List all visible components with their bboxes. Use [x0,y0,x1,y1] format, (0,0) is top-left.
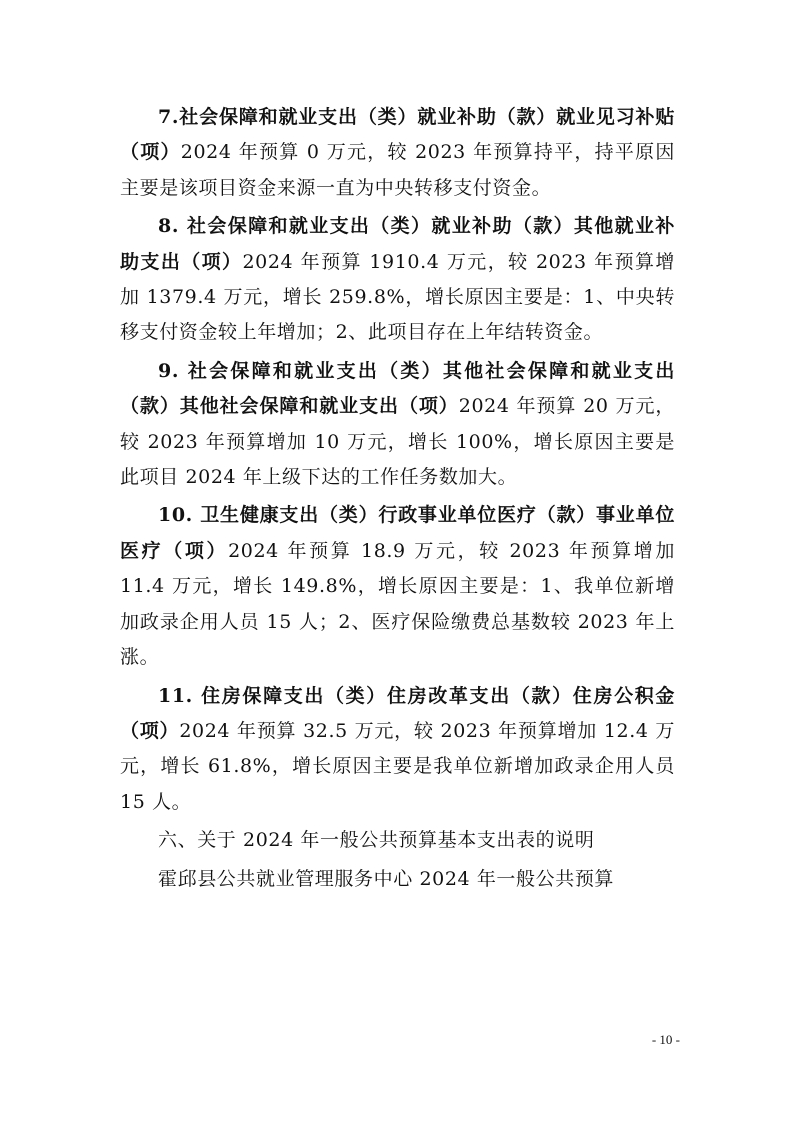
item-8-text: 2024 年预算 1910.4 万元，较 2023 年预算增加 1379.4 万元，增长 259.8%，增长原因主要是：1、中央转移支付资金较上年增加；2、此项目存在上年结转资金。 [120,250,675,344]
paragraph-item-7 [120,100,675,206]
item-7-title: 7.社会保障和就业支出（类）就业补助（款）就业见习补贴（项） [120,106,675,164]
paragraph-item-10 [120,498,675,675]
paragraph-item-9 [120,354,675,496]
item-11-title: 11. 住房保障支出（类）住房改革支出（款）住房公积金（项） [120,684,675,742]
item-11-text: 2024 年预算 32.5 万元，较 2023 年预算增加 12.4 万元，增长 61.8%，增长原因主要是我单位新增加政录企用人员 15 人。 [120,719,675,813]
paragraph-item-11 [120,679,675,821]
last-paragraph: 霍邱县公共就业管理服务中心 2024 年一般公共预算 [158,867,615,890]
page-body [120,100,675,897]
item-10-title: 10. 卫生健康支出（类）行政事业单位医疗（款）事业单位医疗（项） [120,504,675,562]
paragraph-item-8 [120,209,675,351]
item-8-title: 8. 社会保障和就业支出（类）就业补助（款）其他就业补助支出（项） [120,215,675,273]
item-9-title: 9. 社会保障和就业支出（类）其他社会保障和就业支出（款）其他社会保障和就业支出（项） [120,359,675,418]
item-7-text: 2024 年预算 0 万元，较 2023 年预算持平，持平原因主要是该项目资金来源一直为中央转移支付资金。 [120,141,675,199]
page-number: - 10 - [651,1032,680,1047]
item-9-text: 2024 年预算 20 万元，较 2023 年预算增加 10 万元，增长 100%，增长原因主要是此项目 2024 年上级下达的工作任务数加大。 [120,395,676,489]
section-heading: 六、关于 2024 年一般公共预算基本支出表的说明 [158,829,595,852]
item-10-text: 2024 年预算 18.9 万元，较 2023 年预算增加 11.4 万元，增长 149.8%，增长原因主要是：1、我单位新增加政录企用人员 15 人；2、医疗保险缴费总基数较 2023 年上涨。 [120,539,675,669]
